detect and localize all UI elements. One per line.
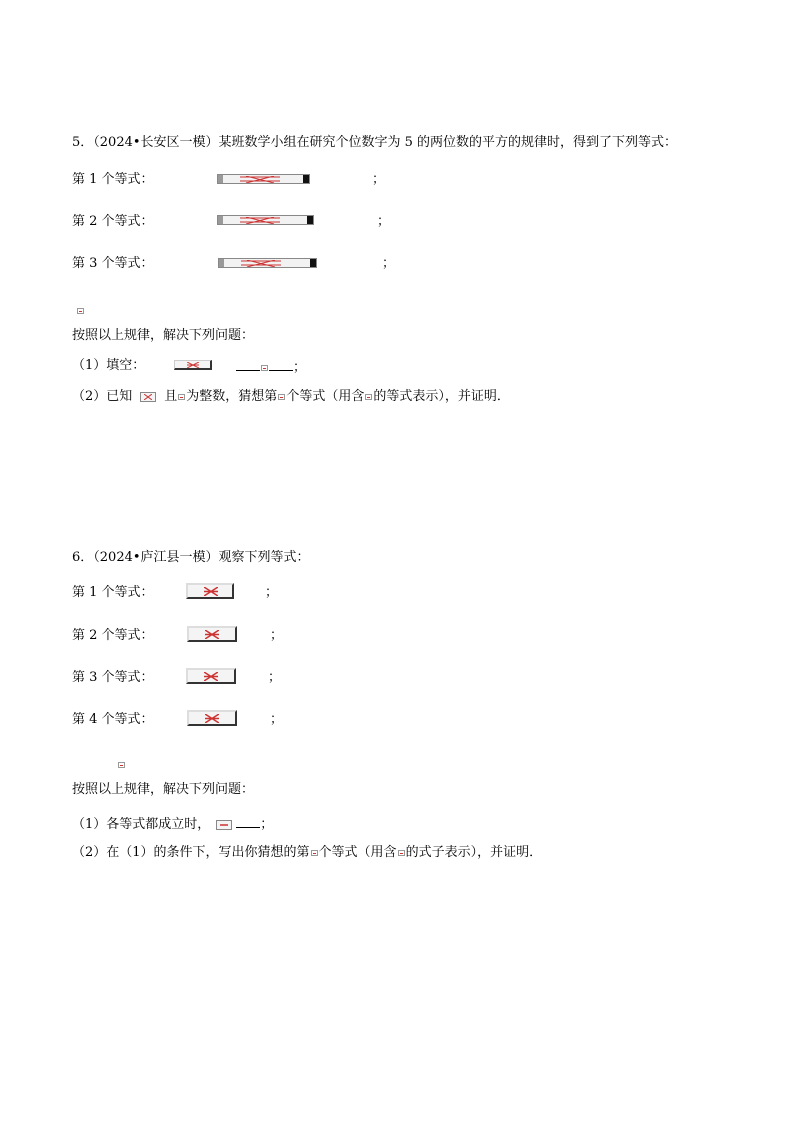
- broken-image-icon: [204, 587, 218, 596]
- q6-formula-placeholder-icon: [311, 850, 318, 856]
- q5-row-1-end: ；: [372, 172, 386, 187]
- q6-part-2: [72, 845, 542, 861]
- broken-image-icon: [187, 362, 199, 368]
- q6-part-1-end: ；: [260, 817, 274, 832]
- q6-part-1: [72, 815, 273, 833]
- q5-part-2-text-d: 个等式（用含: [286, 389, 365, 404]
- q5-part-1: [72, 358, 145, 374]
- q6-row-4-formula-image: [187, 710, 237, 726]
- q5-formula-placeholder-icon: [365, 394, 372, 400]
- q6-part-1-prefix: （1）各等式都成立时，: [72, 817, 211, 832]
- broken-image-icon: [241, 260, 281, 267]
- q6-blank-1[interactable]: [236, 815, 260, 828]
- q5-blank-2[interactable]: [269, 358, 293, 371]
- q6-row-4-label: 第 4 个等式：: [72, 712, 154, 727]
- q6-row-1-end: ；: [265, 585, 279, 600]
- q5-part-2-text-e: 的等式表示），并证明．: [373, 389, 510, 404]
- q6-part-2-text-c: 的式子表示），并证明．: [405, 845, 543, 860]
- q5-part-1-answer: [236, 358, 306, 376]
- broken-image-icon: [205, 630, 219, 639]
- broken-image-icon: [240, 176, 280, 183]
- q5-header: 5．（2024•长安区一模）某班数学小组在研究个位数字为 5 的两位数的平方的规律时，得到了下列等式：: [72, 135, 678, 150]
- q5-part-2: [72, 389, 510, 405]
- q5-row-3-label: 第 3 个等式：: [72, 256, 154, 271]
- q6-row-1-formula-image: [186, 583, 234, 599]
- q6-part-2-text-a: （2）在（1）的条件下，写出你猜想的第: [72, 845, 310, 860]
- q5-part-1-prefix: （1）填空：: [72, 358, 146, 373]
- q5-row-3-formula-image: [218, 258, 317, 268]
- q5-row-3-end: ；: [382, 256, 396, 271]
- q5-intro: 按照以上规律，解决下列问题：: [72, 328, 255, 343]
- q6-row-3-formula-image: [186, 668, 236, 684]
- broken-image-icon: [205, 714, 219, 723]
- q5-part-2-text-b: 且: [164, 389, 178, 404]
- q6-row-1-label: 第 1 个等式：: [72, 585, 154, 600]
- q6-formula-placeholder-icon: [118, 762, 125, 768]
- q6-row-3-label: 第 3 个等式：: [72, 670, 154, 685]
- q5-formula-placeholder-icon: [77, 308, 84, 314]
- q5-part-2-text-a: （2）已知: [72, 389, 133, 404]
- q5-row-2-label: 第 2 个等式：: [72, 214, 154, 229]
- broken-image-icon: [144, 394, 152, 400]
- q6-header: 6．（2024•庐江县一模）观察下列等式：: [72, 550, 310, 565]
- q5-formula-placeholder-icon: [261, 365, 268, 371]
- q5-blank-1[interactable]: [236, 358, 260, 371]
- q5-row-1-label: 第 1 个等式：: [72, 172, 154, 187]
- q5-part-1-end: ；: [293, 360, 307, 375]
- q6-row-4-end: ；: [270, 712, 284, 727]
- q5-part-2-formula-image: [140, 392, 156, 402]
- q5-row-1-formula-image: [217, 174, 310, 184]
- q6-formula-placeholder-icon: [398, 850, 405, 856]
- q5-formula-placeholder-icon: [278, 394, 285, 400]
- q5-part-2-text-c: 为整数，猜想第: [186, 389, 278, 404]
- q5-part-1-formula-image: [174, 360, 212, 370]
- broken-image-icon: [220, 822, 228, 828]
- q5-row-2-end: ；: [377, 214, 391, 229]
- broken-image-icon: [204, 672, 218, 681]
- q6-row-2-end: ；: [270, 628, 284, 643]
- q6-part-1-formula-image: [216, 820, 232, 830]
- q6-part-2-text-b: 个等式（用含: [318, 845, 397, 860]
- q6-intro: 按照以上规律，解决下列问题：: [72, 782, 255, 797]
- broken-image-icon: [240, 217, 280, 224]
- q6-row-2-formula-image: [187, 626, 237, 642]
- q6-row-3-end: ；: [268, 670, 282, 685]
- q5-row-2-formula-image: [217, 215, 314, 225]
- q6-row-2-label: 第 2 个等式：: [72, 628, 154, 643]
- q5-formula-placeholder-icon: [178, 394, 185, 400]
